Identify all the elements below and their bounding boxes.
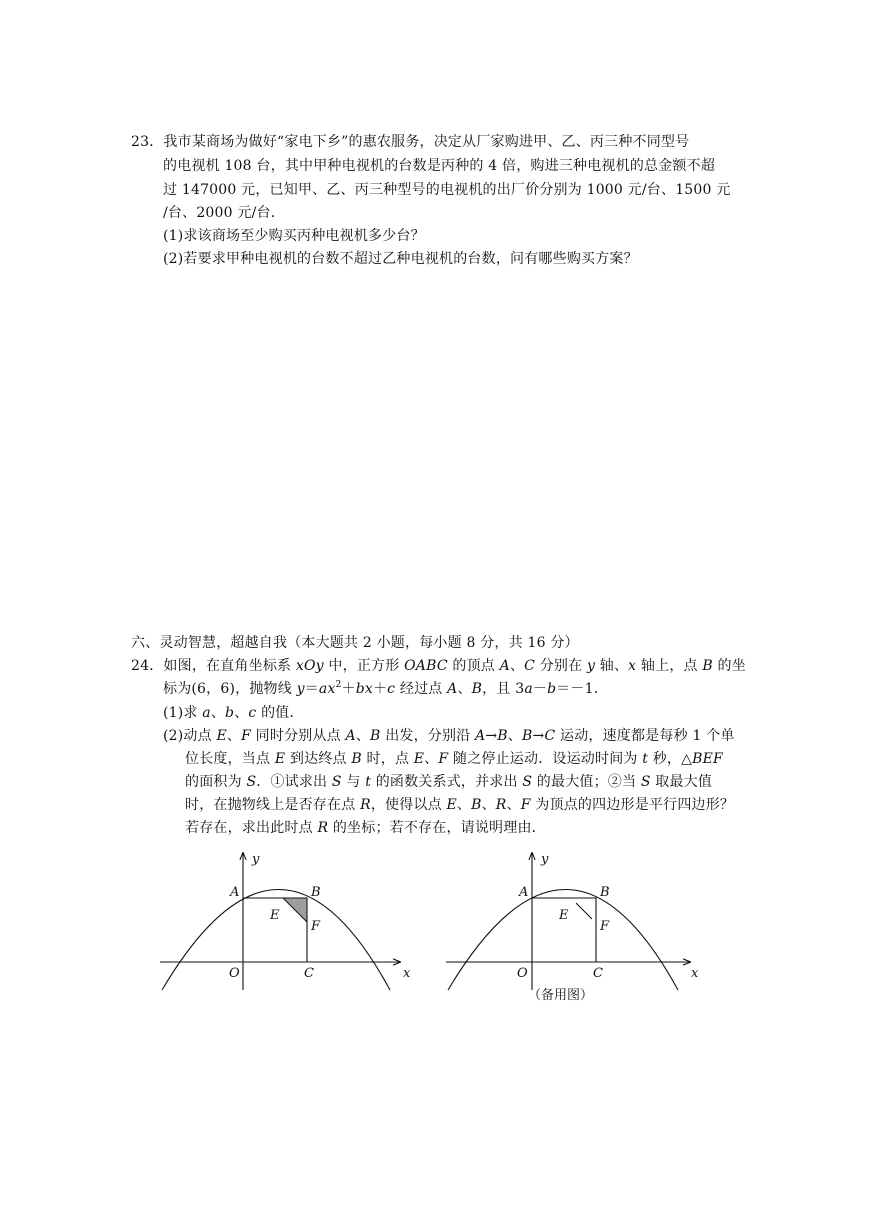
q24-var: F (520, 797, 531, 813)
q24-var: A (499, 658, 510, 674)
q24-text: ＋ (372, 681, 388, 697)
q24-text: ＋ (341, 681, 356, 697)
q24-exponent: 2 (335, 680, 342, 690)
q24-var: R (495, 797, 507, 813)
q24-var: A (345, 728, 356, 744)
q24-var: B (471, 797, 482, 813)
q24-text: 的顶点 (447, 658, 500, 674)
q24-text: 到达终点 (285, 751, 352, 767)
q23-sub-question-1: (1)求该商场至少购买丙种电视机多少台？ (163, 228, 425, 244)
q24-text: 、 (355, 728, 371, 744)
q23-line-3: 过 147000 元，已知甲、乙、丙三种型号的电视机的出厂价分别为 1000 元/台、1500 元 (163, 182, 731, 198)
q24-var: ax (318, 681, 336, 697)
triangle-bef-shaded (283, 898, 307, 922)
q24-var: S (640, 774, 651, 790)
q24-text: 秒，△ (648, 751, 693, 767)
q24-text: 如图，在直角坐标系 (163, 658, 296, 674)
q24-sub2-line-5 (185, 818, 546, 838)
q24-sub2-line-1 (163, 726, 735, 746)
q24-text: 取最大值 (650, 774, 713, 790)
q24-sub-question-1 (163, 703, 304, 723)
q24-var: F (438, 751, 449, 767)
label-x: x (403, 966, 411, 981)
q24-text: ．①试求出 (256, 774, 332, 790)
q24-var: b (547, 681, 557, 697)
q24-text: 出发，分别沿 (380, 728, 476, 744)
q24-text: 同时分别从点 (251, 728, 346, 744)
q24-var: B (370, 728, 381, 744)
q24-var: b (225, 705, 235, 721)
label-x: x (691, 966, 699, 981)
q24-var: a (524, 681, 533, 697)
q23-line-2: 的电视机 108 台，其中甲种电视机的台数是丙种的 4 倍，购进三种电视机的总金额不超 (163, 158, 716, 174)
q24-text: 随之停止运动．设运动时间为 (448, 751, 643, 767)
figure-2-parabola-square-backup (440, 845, 710, 995)
q24-var: y (296, 681, 305, 697)
label-b: B (311, 885, 321, 900)
q24-number: 24． (131, 658, 164, 674)
segment-ef (576, 903, 592, 919)
q24-text: 的面积为 (185, 774, 247, 790)
q24-text: 的函数关系式，并求出 (371, 774, 523, 790)
q24-text: 轴、 (595, 658, 629, 674)
section-6-title: 六、灵动智慧，超越自我（本大题共 2 小题，每小题 8 分，共 16 分） (131, 635, 579, 651)
label-e: E (270, 908, 280, 923)
q24-line-2 (163, 679, 608, 699)
q24-text: 、 (509, 658, 525, 674)
q24-text: 轴上，点 (636, 658, 703, 674)
q24-var: A (447, 681, 458, 697)
q24-sub2-line-3 (185, 772, 712, 792)
q24-text: 、 (481, 797, 496, 813)
q24-sub2-line-2 (185, 749, 723, 769)
q23-sub-question-2: (2)若要求甲种电视机的台数不超过乙种电视机的台数，问有哪些购买方案？ (163, 251, 638, 267)
label-f: F (311, 919, 321, 934)
q24-var: t (642, 751, 649, 767)
q24-text: 、 (424, 751, 439, 767)
q24-sub2-line-4 (185, 795, 734, 815)
arrow-icon: → (532, 728, 545, 744)
label-a: A (230, 885, 240, 900)
q24-var: c (387, 681, 396, 697)
q24-var: E (446, 797, 457, 813)
q24-var: E (274, 751, 286, 767)
q24-text: 运动，速度都是每秒 1 个单 (555, 728, 735, 744)
q24-var: S (331, 774, 342, 790)
q24-var: B (471, 681, 483, 697)
q24-text: 的坐 (712, 658, 746, 674)
arrow-icon: → (485, 728, 498, 744)
q24-text: 、 (234, 705, 249, 721)
q24-text: 位长度，当点 (185, 751, 275, 767)
q24-text: 的最大值；②当 (532, 774, 641, 790)
q24-line-1 (131, 656, 746, 676)
q24-text: (2)动点 (163, 728, 217, 744)
q24-var: E (216, 728, 227, 744)
q24-var: B (351, 751, 362, 767)
q24-var: bx (355, 681, 373, 697)
q23-line-1 (131, 132, 689, 152)
q24-text: 、 (506, 797, 521, 813)
q24-text: 时，在抛物线上是否存在点 (185, 797, 361, 813)
parabola-curve (448, 890, 678, 991)
q24-text: ，且 3 (482, 681, 525, 697)
q24-var: B (702, 658, 713, 674)
q24-text: － (532, 681, 548, 697)
label-c: C (304, 966, 314, 981)
q24-var: BEF (692, 751, 723, 767)
q24-text: 标为(6，6)，抛物线 (163, 681, 297, 697)
label-f: F (600, 919, 610, 934)
label-b: B (600, 885, 610, 900)
label-o: O (229, 966, 240, 981)
q24-text: (1)求 (163, 705, 203, 721)
q24-var: R (317, 820, 329, 836)
figure-1-parabola-square (150, 845, 420, 995)
q24-text: 、 (210, 705, 226, 721)
q24-text: 若存在，求出此时点 (185, 820, 318, 836)
q23-number: 23． (131, 134, 164, 150)
label-c: C (593, 966, 603, 981)
q24-text: ＝－1． (556, 681, 608, 697)
q24-var: xOy (295, 658, 324, 674)
q24-text: ＝ (304, 681, 319, 697)
q24-var: B (497, 728, 508, 744)
q24-var: t (365, 774, 372, 790)
q24-text: 的坐标；若不存在，请说明理由． (328, 820, 546, 836)
q23-line-4: /台、2000 元/台． (163, 205, 285, 221)
label-o: O (517, 966, 528, 981)
q24-var: R (360, 797, 371, 813)
q24-var: S (522, 774, 533, 790)
q24-var: E (413, 751, 425, 767)
label-y: y (541, 852, 549, 867)
q24-text: 为顶点的四边形是平行四边形？ (530, 797, 735, 813)
q24-var: C (524, 658, 536, 674)
figure-2-caption: （备用图） (528, 988, 594, 1003)
q24-var: S (246, 774, 257, 790)
q24-var: B (522, 728, 533, 744)
q24-text: 的值． (256, 705, 304, 721)
q24-var: C (544, 728, 556, 744)
q24-var: A (475, 728, 486, 744)
label-a: A (519, 885, 529, 900)
q24-text: 、 (226, 728, 242, 744)
label-y: y (252, 852, 260, 867)
q24-var: F (241, 728, 252, 744)
q24-text: 与 (341, 774, 366, 790)
q24-var: y (586, 658, 596, 674)
q24-var: a (202, 705, 211, 721)
q24-text: 分别在 (535, 658, 587, 674)
q23-text-1: 我市某商场为做好“家电下乡”的惠农服务，决定从厂家购进甲、乙、丙三种不同型号 (163, 134, 690, 150)
label-e: E (559, 908, 569, 923)
parabola-curve (162, 890, 390, 991)
q24-var: c (248, 705, 257, 721)
q24-text: 、 (457, 681, 472, 697)
q24-text: 、 (507, 728, 522, 744)
q24-var: OABC (404, 658, 448, 674)
q24-text: 、 (456, 797, 472, 813)
q24-text: 时，点 (361, 751, 414, 767)
q24-var: x (628, 658, 637, 674)
q24-text: ，使得以点 (370, 797, 447, 813)
q24-text: 中，正方形 (323, 658, 405, 674)
q24-text: 经过点 (395, 681, 448, 697)
